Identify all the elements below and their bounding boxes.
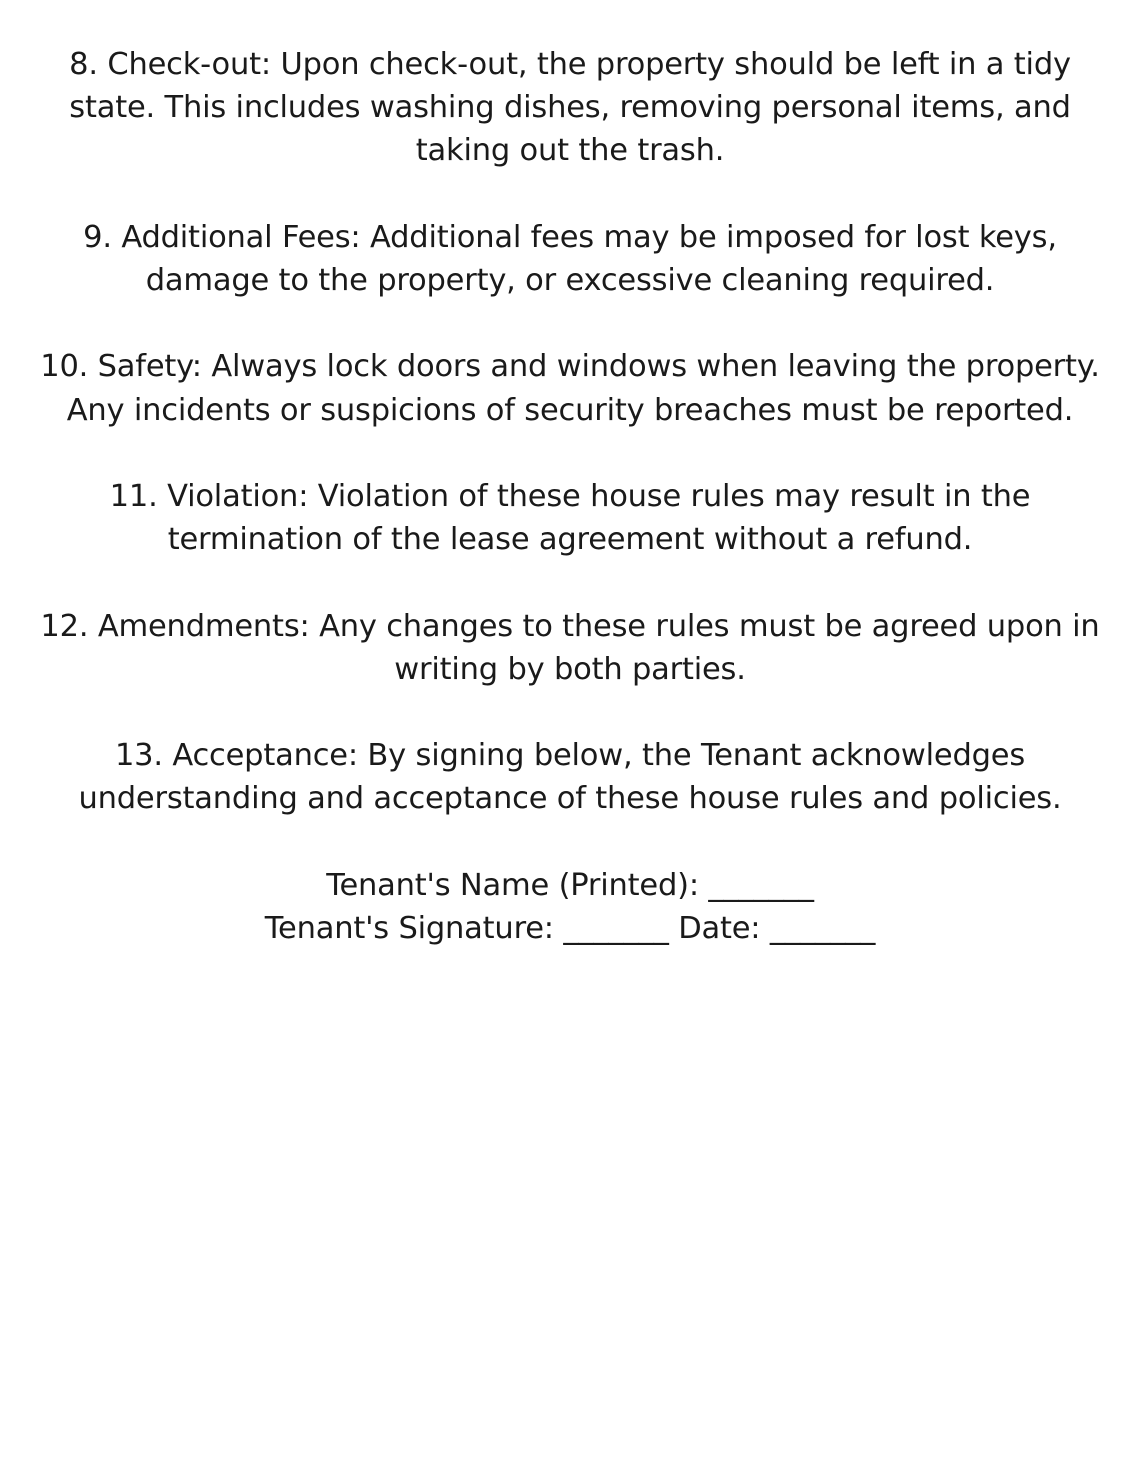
rule-line: 9. Additional Fees: Additional fees may be imposed for lost keys,	[83, 219, 1057, 255]
rule-line: termination of the lease agreement without a refund.	[167, 522, 973, 558]
rule-10-safety	[0, 345, 1140, 431]
signature-block	[0, 864, 1140, 950]
rule-line: understanding and acceptance of these house rules and policies.	[78, 781, 1062, 817]
rule-line: state. This includes washing dishes, removing personal items, and	[69, 90, 1071, 126]
rule-line: damage to the property, or excessive cleaning required.	[145, 263, 995, 298]
rule-9-additional-fees	[0, 216, 1140, 302]
rule-11-violation	[0, 475, 1140, 561]
rule-line: 13. Acceptance: By signing below, the Tenant acknowledges	[114, 738, 1026, 774]
rule-line: 11. Violation: Violation of these house rules may result in the	[109, 478, 1031, 514]
rule-12-amendments	[0, 605, 1140, 691]
rule-line: writing by both parties.	[394, 651, 746, 687]
rule-line: 10. Safety: Always lock doors and windows when leaving the property.	[40, 349, 1100, 385]
rule-line: taking out the trash.	[415, 133, 725, 169]
tenant-name-field[interactable]: Tenant's Name (Printed): _______	[326, 867, 814, 903]
rule-8-check-out	[0, 43, 1140, 173]
tenant-signature-date-field[interactable]: Tenant's Signature: _______ Date: _______	[264, 910, 876, 946]
rule-line: 8. Check-out: Upon check-out, the property should be left in a tidy	[69, 47, 1071, 82]
rule-13-acceptance	[0, 734, 1140, 820]
rule-line: 12. Amendments: Any changes to these rules must be agreed upon in	[40, 608, 1100, 644]
rule-line: Any incidents or suspicions of security breaches must be reported.	[66, 392, 1074, 428]
